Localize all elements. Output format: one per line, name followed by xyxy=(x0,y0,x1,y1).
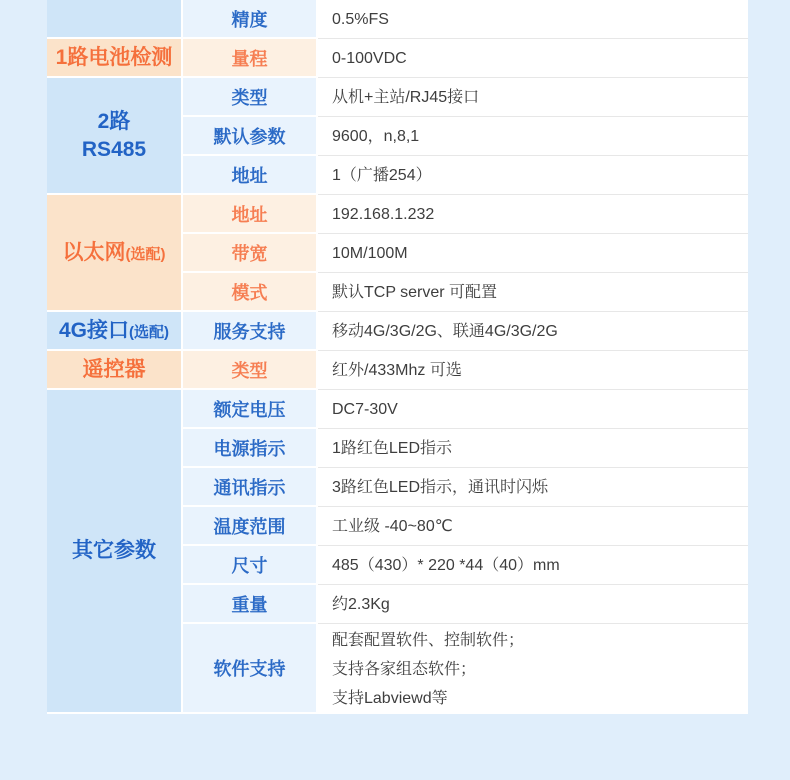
category-label-suffix: (选配) xyxy=(125,245,166,263)
param-name-cell xyxy=(183,273,318,312)
param-value-text: DC7-30V xyxy=(332,400,398,418)
param-name-label: 类型 xyxy=(231,360,268,381)
param-name-cell xyxy=(183,546,318,585)
param-name-cell xyxy=(183,351,318,390)
param-value-text: 1路红色LED指示 xyxy=(332,439,453,457)
param-name-cell xyxy=(183,312,318,351)
param-value-cell xyxy=(318,507,748,546)
param-name-cell xyxy=(183,39,318,78)
category-cell xyxy=(47,0,183,39)
param-value-cell xyxy=(318,429,748,468)
param-name-cell xyxy=(183,585,318,624)
param-name-cell xyxy=(183,195,318,234)
param-name-label: 精度 xyxy=(231,9,268,30)
category-label xyxy=(59,317,169,344)
category-label: RS485 xyxy=(81,137,147,161)
param-name-cell xyxy=(183,78,318,117)
param-name-label: 温度范围 xyxy=(213,516,286,537)
param-value-text: 192.168.1.232 xyxy=(332,205,435,223)
param-value-cell xyxy=(318,351,748,390)
spec-table xyxy=(47,0,748,714)
param-value-text: 从机+主站/RJ45接口 xyxy=(332,88,480,106)
param-name-label: 电源指示 xyxy=(213,438,286,459)
param-value-text: 约2.3Kg xyxy=(332,595,390,613)
param-name-cell xyxy=(183,624,318,714)
param-value-text: 配套配置软件、控制软件； xyxy=(332,631,525,649)
param-value-text: 3路红色LED指示，通讯时闪烁 xyxy=(332,478,549,496)
category-cell xyxy=(47,312,183,351)
param-name-label: 量程 xyxy=(231,48,268,69)
param-value-cell xyxy=(318,468,748,507)
param-name-label: 尺寸 xyxy=(231,555,268,576)
param-value-cell xyxy=(318,585,748,624)
param-value-cell xyxy=(318,117,748,156)
param-name-label: 重量 xyxy=(231,594,268,615)
param-value-cell xyxy=(318,78,748,117)
param-value-cell xyxy=(318,234,748,273)
category-label-suffix: (选配) xyxy=(129,323,169,341)
param-name-label: 地址 xyxy=(231,165,268,186)
param-name-cell xyxy=(183,429,318,468)
category-cell xyxy=(47,195,183,312)
param-value-text: 支持各家组态软件； xyxy=(332,660,477,678)
param-name-label: 默认参数 xyxy=(213,126,286,147)
param-value-cell xyxy=(318,156,748,195)
param-value-cell xyxy=(318,546,748,585)
category-label-text: 以太网 xyxy=(62,240,126,264)
param-name-cell xyxy=(183,117,318,156)
param-value-cell xyxy=(318,312,748,351)
param-name-label: 类型 xyxy=(231,87,268,108)
param-name-cell xyxy=(183,507,318,546)
param-value-cell xyxy=(318,39,748,78)
param-name-label: 额定电压 xyxy=(213,399,286,420)
param-name-label: 模式 xyxy=(231,282,268,303)
param-value-text: 9600，n,8,1 xyxy=(332,127,420,145)
category-label: 其它参数 xyxy=(72,539,156,563)
param-value-text: 10M/100M xyxy=(332,244,408,262)
param-value-text: 默认TCP server 可配置 xyxy=(332,283,498,301)
param-value-cell xyxy=(318,624,748,714)
category-label: 遥控器 xyxy=(82,357,146,381)
param-name-label: 带宽 xyxy=(231,243,268,264)
category-label xyxy=(63,239,166,266)
category-label: 2路 xyxy=(97,110,131,134)
category-label-text: 4G接口 xyxy=(58,318,129,342)
param-value-cell xyxy=(318,273,748,312)
category-cell xyxy=(47,351,183,390)
param-name-cell xyxy=(183,468,318,507)
param-value-text: 移动4G/3G/2G、联通4G/3G/2G xyxy=(332,322,558,340)
param-name-label: 通讯指示 xyxy=(213,477,286,498)
category-cell xyxy=(47,39,183,78)
param-name-cell xyxy=(183,0,318,39)
param-value-text: 485（430）* 220 *44（40）mm xyxy=(332,556,560,574)
param-name-cell xyxy=(183,390,318,429)
param-name-cell xyxy=(183,234,318,273)
param-name-label: 服务支持 xyxy=(213,321,286,342)
category-cell xyxy=(47,390,183,714)
param-value-text: 红外/433Mhz 可选 xyxy=(332,361,462,379)
category-cell xyxy=(47,78,183,195)
param-value-text: 工业级 -40~80℃ xyxy=(332,517,453,535)
category-label: 1路电池检测 xyxy=(55,45,173,69)
param-value-text: 0.5%FS xyxy=(332,10,389,28)
param-name-cell xyxy=(183,156,318,195)
param-value-text: 1（广播254） xyxy=(332,166,432,184)
param-name-label: 软件支持 xyxy=(213,659,286,679)
param-value-cell xyxy=(318,195,748,234)
param-name-label: 地址 xyxy=(231,204,268,225)
param-value-text: 0-100VDC xyxy=(332,49,407,67)
param-value-text: 支持Labviewd等 xyxy=(332,689,448,707)
param-value-cell xyxy=(318,390,748,429)
param-value-cell xyxy=(318,0,748,39)
